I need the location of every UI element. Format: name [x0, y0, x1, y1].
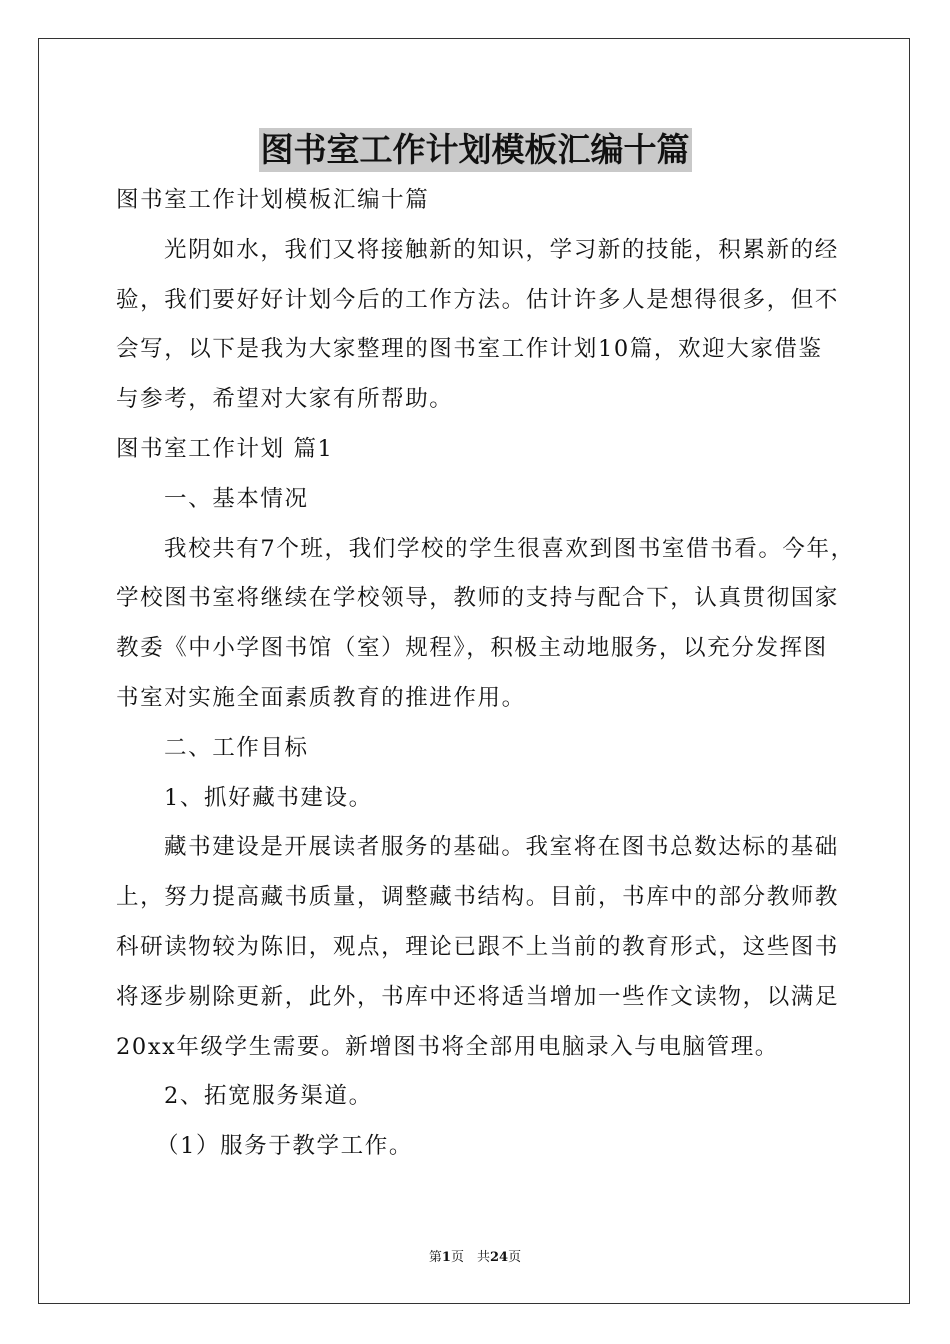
- footer-suffix: 页: [508, 1250, 522, 1265]
- footer-mid: 页 共: [450, 1250, 490, 1265]
- current-page-number: 1: [441, 1250, 451, 1265]
- paragraph-line: 上，努力提高藏书质量，调整藏书结构。目前，书库中的部分教师教: [116, 884, 840, 911]
- footer-prefix: 第: [428, 1250, 442, 1265]
- paragraph-line: 20xx年级学生需要。新增图书将全部用电脑录入与电脑管理。: [116, 1033, 779, 1060]
- document-body: [116, 176, 855, 1172]
- paragraph-line: 学校图书室将继续在学校领导，教师的支持与配合下，认真贯彻国家: [116, 585, 840, 612]
- page-footer: [0, 1246, 950, 1265]
- paragraph-line: 验，我们要好好计划今后的工作方法。估计许多人是想得很多，但不: [116, 286, 840, 313]
- list-item-heading: 1、抓好藏书建设。: [164, 784, 373, 811]
- section-heading: 图书室工作计划 篇1: [116, 435, 334, 462]
- paragraph-line: 书室对实施全面素质教育的推进作用。: [116, 684, 526, 711]
- total-pages-number: 24: [489, 1250, 509, 1265]
- list-subitem: （1）服务于教学工作。: [156, 1133, 413, 1160]
- paragraph-line: 教委《中小学图书馆（室）规程》，积极主动地服务，以充分发挥图: [116, 635, 828, 662]
- document-title: 图书室工作计划模板汇编十篇: [259, 128, 692, 172]
- list-item-heading: 2、拓宽服务渠道。: [164, 1083, 373, 1110]
- subsection-heading: 一、基本情况: [164, 485, 309, 512]
- subtitle-line: 图书室工作计划模板汇编十篇: [116, 187, 430, 213]
- paragraph-line: 光阴如水，我们又将接触新的知识，学习新的技能，积累新的经: [164, 236, 839, 263]
- paragraph-line: 科研读物较为陈旧，观点，理论已跟不上当前的教育形式，这些图书: [116, 933, 840, 960]
- paragraph-line: 会写，以下是我为大家整理的图书室工作计划10篇，欢迎大家借鉴: [116, 336, 823, 363]
- title-container: [0, 128, 950, 172]
- paragraph-line: 将逐步剔除更新，此外，书库中还将适当增加一些作文读物，以满足: [116, 983, 840, 1010]
- paragraph-line: 与参考，希望对大家有所帮助。: [116, 386, 454, 413]
- subsection-heading: 二、工作目标: [164, 734, 309, 761]
- paragraph-line: 藏书建设是开展读者服务的基础。我室将在图书总数达标的基础: [164, 834, 839, 861]
- paragraph-line: 我校共有7个班，我们学校的学生很喜欢到图书室借书看。今年，: [164, 535, 855, 562]
